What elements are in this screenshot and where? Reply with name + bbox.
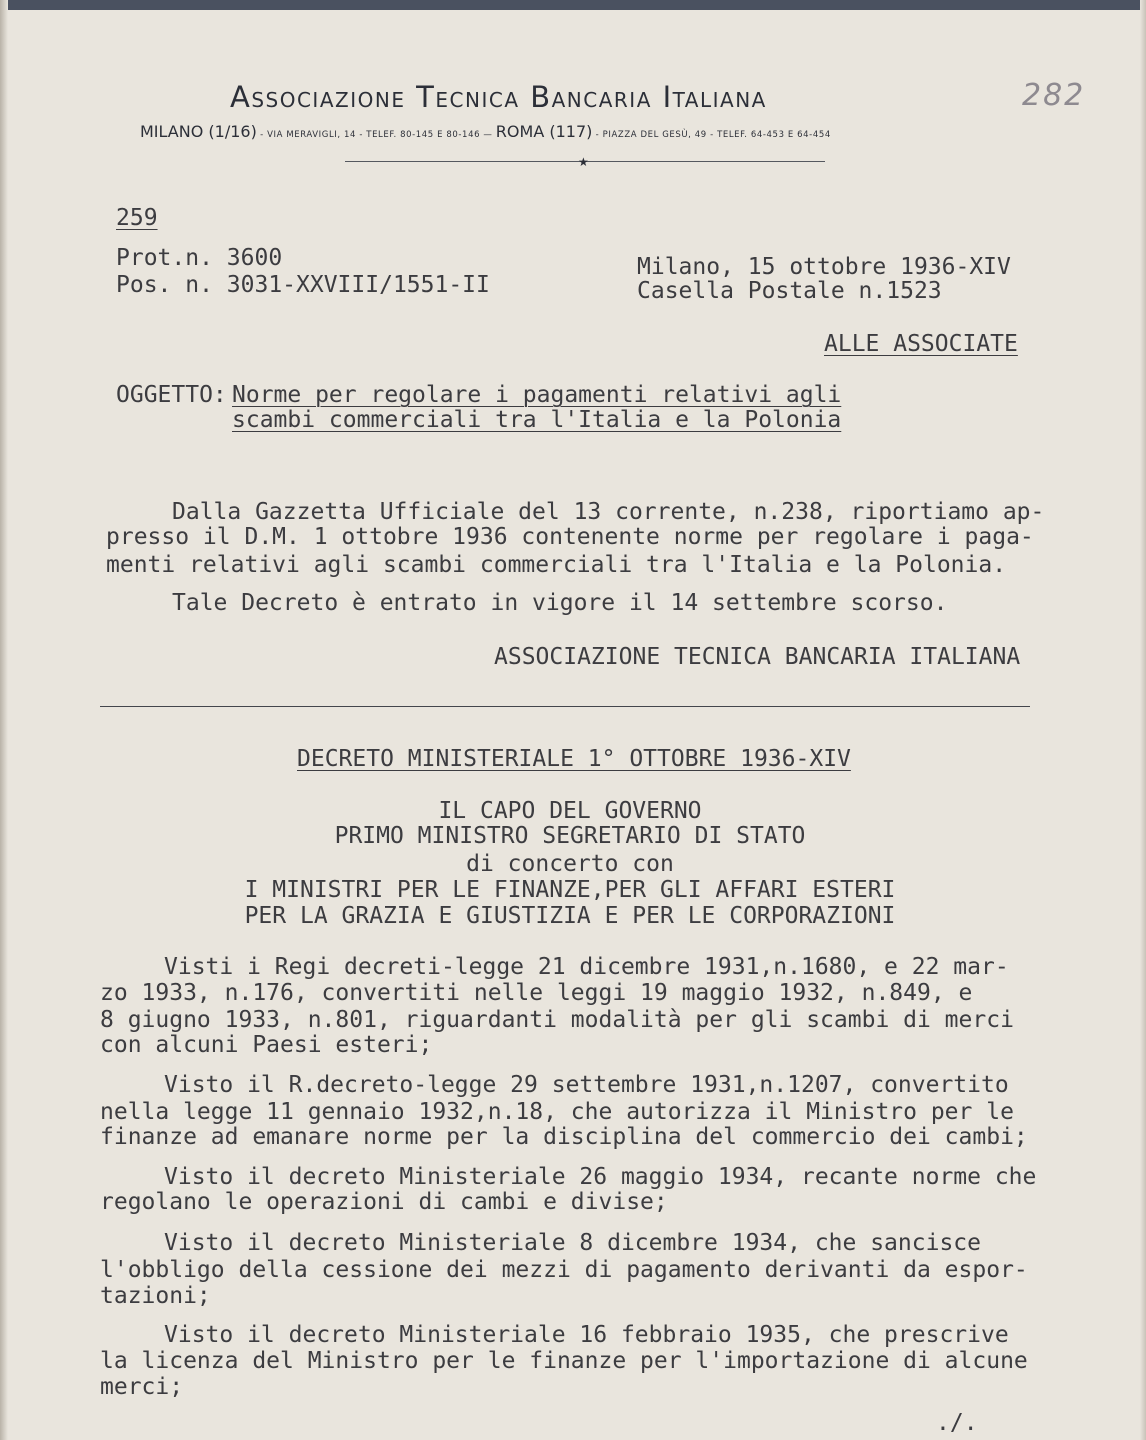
roma-label: ROMA (117) — [495, 122, 593, 141]
scan-top-band — [0, 0, 1146, 10]
letterhead-address — [140, 122, 1040, 141]
continuation-mark: ./. — [936, 1410, 978, 1436]
recital-line: tazioni; — [100, 1283, 211, 1309]
milano-address: - VIA MERAVIGLI, 14 - TELEF. 80-145 E 80-146 — — [256, 130, 496, 140]
subject-line-1: Norme per regolare i pagamenti relativi agli — [232, 382, 842, 408]
intro-line: menti relativi agli scambi commerciali tra l'Italia e la Polonia. — [106, 552, 1007, 578]
recital-line: l'obbligo della cessione dei mezzi di pagamento derivanti da espor- — [100, 1257, 1028, 1283]
scan-right-edge — [1140, 0, 1146, 1440]
authority-line: di concerto con — [466, 851, 674, 877]
recital-line: la licenza del Ministro per le finanze per l'importazione di alcune — [100, 1348, 1028, 1374]
recital-line: regolano le operazioni di cambi e divise; — [100, 1189, 668, 1215]
section-separator — [100, 706, 1030, 707]
place-date: Milano, 15 ottobre 1936-XIV — [637, 254, 1011, 280]
subject-label: OGGETTO: — [116, 382, 227, 408]
recital-line: Visto il R.decreto-legge 29 settembre 1931,n.1207, convertito — [164, 1072, 1009, 1098]
recital-line: Visto il decreto Ministeriale 26 maggio 1934, recante norme che — [164, 1164, 1037, 1190]
intro-line: presso il D.M. 1 ottobre 1936 contenente norme per regolare i paga- — [106, 524, 1034, 550]
handwritten-page-number: 282 — [1022, 78, 1086, 113]
letterhead-title: Associazione Tecnica Bancaria Italiana — [230, 80, 767, 114]
authority-line: PER LA GRAZIA E GIUSTIZIA E PER LE CORPORAZIONI — [244, 903, 896, 929]
decree-title: DECRETO MINISTERIALE 1° OTTOBRE 1936-XIV — [297, 746, 851, 772]
recital-line: con alcuni Paesi esteri; — [100, 1032, 433, 1058]
position-number: Pos. n. 3031-XXVIII/1551-II — [116, 272, 490, 298]
recital-line: nella legge 11 gennaio 1932,n.18, che autorizza il Ministro per le — [100, 1099, 1014, 1125]
authority-line: I MINISTRI PER LE FINANZE,PER GLI AFFARI ESTERI — [244, 877, 896, 903]
recital-line: Visti i Regi decreti-legge 21 dicembre 1931,n.1680, e 22 mar- — [164, 954, 1009, 980]
roma-address: - PIAZZA DEL GESÙ, 49 - TELEF. 64-453 E 64-454 — [592, 130, 831, 140]
circular-number: 259 — [116, 205, 158, 231]
recital-line: merci; — [100, 1374, 184, 1400]
protocol-number: Prot.n. 3600 — [116, 245, 283, 271]
recital-line: finanze ad emanare norme per la disciplina del commercio dei cambi; — [100, 1124, 1028, 1150]
recital-line: zo 1933, n.176, convertiti nelle leggi 19 maggio 1932, n.849, e — [100, 980, 973, 1006]
recital-line: Visto il decreto Ministeriale 16 febbraio 1935, che prescrive — [164, 1322, 1009, 1348]
effective-date-line: Tale Decreto è entrato in vigore il 14 settembre scorso. — [172, 590, 948, 616]
authority-line: IL CAPO DEL GOVERNO — [438, 798, 702, 824]
recital-line: Visto il decreto Ministeriale 8 dicembre 1934, che sancisce — [164, 1230, 981, 1256]
milano-label: MILANO (1/16) — [140, 122, 257, 141]
intro-line: Dalla Gazzetta Ufficiale del 13 corrente, n.238, riportiamo ap- — [172, 499, 1045, 525]
recital-line: 8 giugno 1933, n.801, riguardanti modalità per gli scambi di merci — [100, 1007, 1014, 1033]
scan-left-edge — [0, 0, 8, 1440]
star-icon: ★ — [578, 155, 589, 169]
authority-line: PRIMO MINISTRO SEGRETARIO DI STATO — [334, 823, 806, 849]
signature: ASSOCIAZIONE TECNICA BANCARIA ITALIANA — [494, 644, 1021, 670]
recipients: ALLE ASSOCIATE — [824, 331, 1018, 357]
subject-line-2: scambi commerciali tra l'Italia e la Polonia — [232, 407, 842, 433]
postal-box: Casella Postale n.1523 — [637, 278, 942, 304]
